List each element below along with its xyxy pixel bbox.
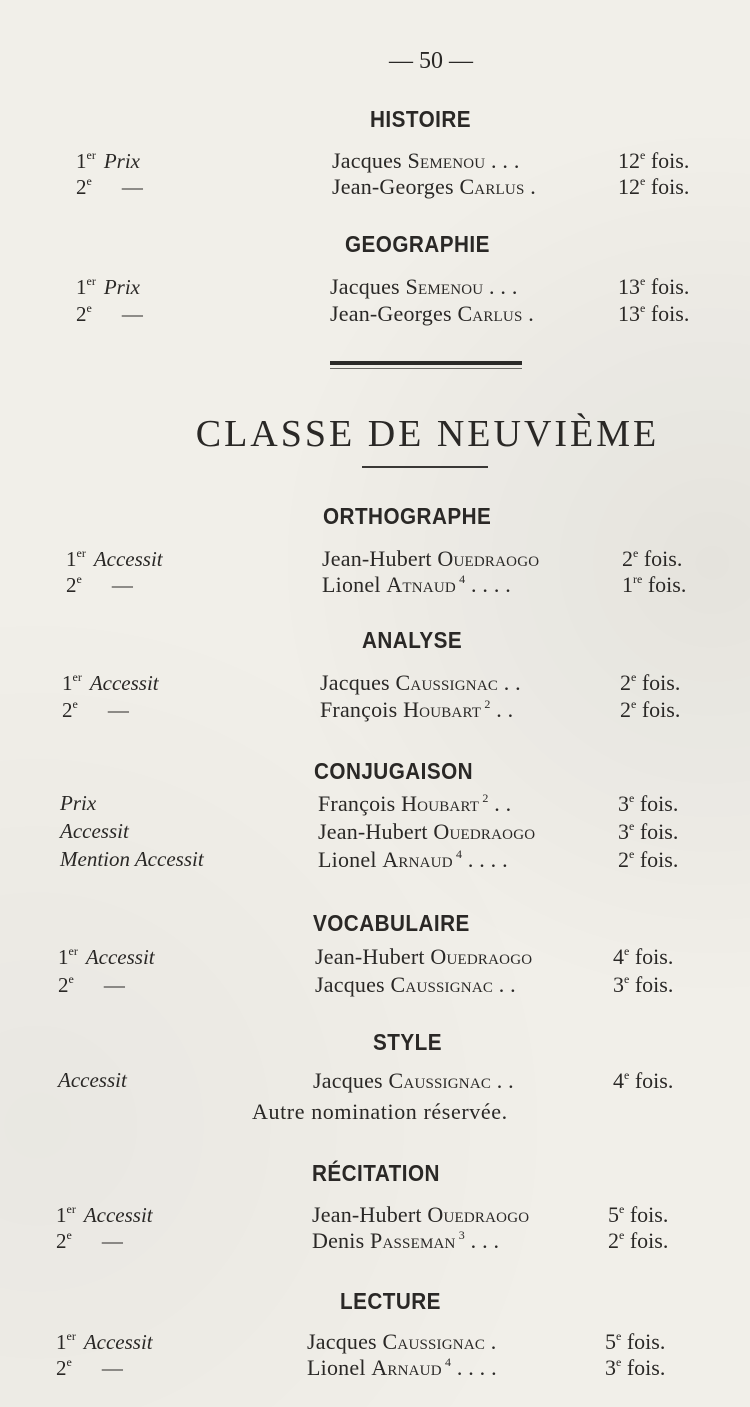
double-rule-thin [330,368,522,369]
class-title: CLASSE DE NEUVIÈME [195,413,660,455]
section-heading: VOCABULAIRE [313,910,470,936]
award-count: 3e fois. [605,1355,666,1380]
award-count: 2e fois. [620,670,681,695]
award-rank: 2e — [56,1228,123,1253]
award-count: 2e fois. [618,847,679,872]
award-count: 2e fois. [608,1228,669,1253]
award-count: 3e fois. [618,791,679,816]
page-number: — 50 — [389,48,473,74]
award-count: 4e fois. [613,1068,674,1093]
award-rank: 2e — [76,174,143,199]
award-count: 5e fois. [605,1329,666,1354]
award-rank: Accessit [58,1068,127,1092]
student-name: Lionel Atnaud $^4$ . . . . [322,572,511,597]
award-count: 3e fois. [613,972,674,997]
student-name: Jacques Caussignac . . [320,670,521,695]
student-name: Jacques Caussignac . . [313,1068,514,1093]
student-name: Jean-Hubert Ouedraogo [318,819,536,844]
student-name: Lionel Arnaud $^4$ . . . . [307,1355,497,1380]
student-name: Jacques Semenou . . . [330,274,518,299]
section-heading: GEOGRAPHIE [345,231,490,257]
award-count: 2e fois. [620,697,681,722]
award-count: 4e fois. [613,944,674,969]
student-name: Jacques Caussignac . [307,1329,497,1354]
award-count: 5e fois. [608,1202,669,1227]
section-heading: LECTURE [340,1288,441,1314]
award-count: 3e fois. [618,819,679,844]
student-name: Jacques Semenou . . . [332,148,520,173]
award-count: 13e fois. [618,274,690,299]
award-rank: 1er Accessit [66,546,163,571]
student-name: Jean-Hubert Ouedraogo [315,944,533,969]
award-count: 1re fois. [622,572,687,597]
student-name: Jean-Hubert Ouedraogo [322,546,540,571]
award-rank: 1er Accessit [56,1329,153,1354]
section-heading: ANALYSE [362,627,463,653]
award-rank: 2e — [66,572,133,597]
section-heading: CONJUGAISON [314,758,474,784]
award-rank: Accessit [60,819,129,843]
award-rank: 2e — [62,697,129,722]
student-name: Jean-Hubert Ouedraogo [312,1202,530,1227]
award-rank: 2e — [76,301,143,326]
student-name: Jean-Georges Carlus . [332,174,536,199]
award-rank: 1er Prix [76,148,140,173]
student-name: Jean-Georges Carlus . [330,301,534,326]
title-underline [362,466,488,468]
award-rank: 2e — [56,1355,123,1380]
award-rank: 1er Prix [76,274,140,299]
section-heading: STYLE [373,1029,442,1055]
award-count: 12e fois. [618,174,690,199]
student-name: Jacques Caussignac . . [315,972,516,997]
award-count: 12e fois. [618,148,690,173]
section-note: Autre nomination réservée. [252,1099,508,1124]
student-name: François Houbart $^2$ . . [318,791,512,816]
award-rank: 1er Accessit [62,670,159,695]
student-name: François Houbart $^2$ . . [320,697,514,722]
double-rule-thick [330,361,522,365]
award-rank: 1er Accessit [58,944,155,969]
award-count: 2e fois. [622,546,683,571]
award-rank: 1er Accessit [56,1202,153,1227]
award-rank: 2e — [58,972,125,997]
section-heading: HISTOIRE [370,106,471,132]
award-rank: Prix [60,791,97,815]
award-rank: Mention Accessit [60,847,204,871]
section-heading: RÉCITATION [312,1160,440,1186]
student-name: Denis Passeman $^3$ . . . [312,1228,500,1253]
section-heading: ORTHOGRAPHE [323,503,492,529]
award-count: 13e fois. [618,301,690,326]
student-name: Lionel Arnaud $^4$ . . . . [318,847,508,872]
